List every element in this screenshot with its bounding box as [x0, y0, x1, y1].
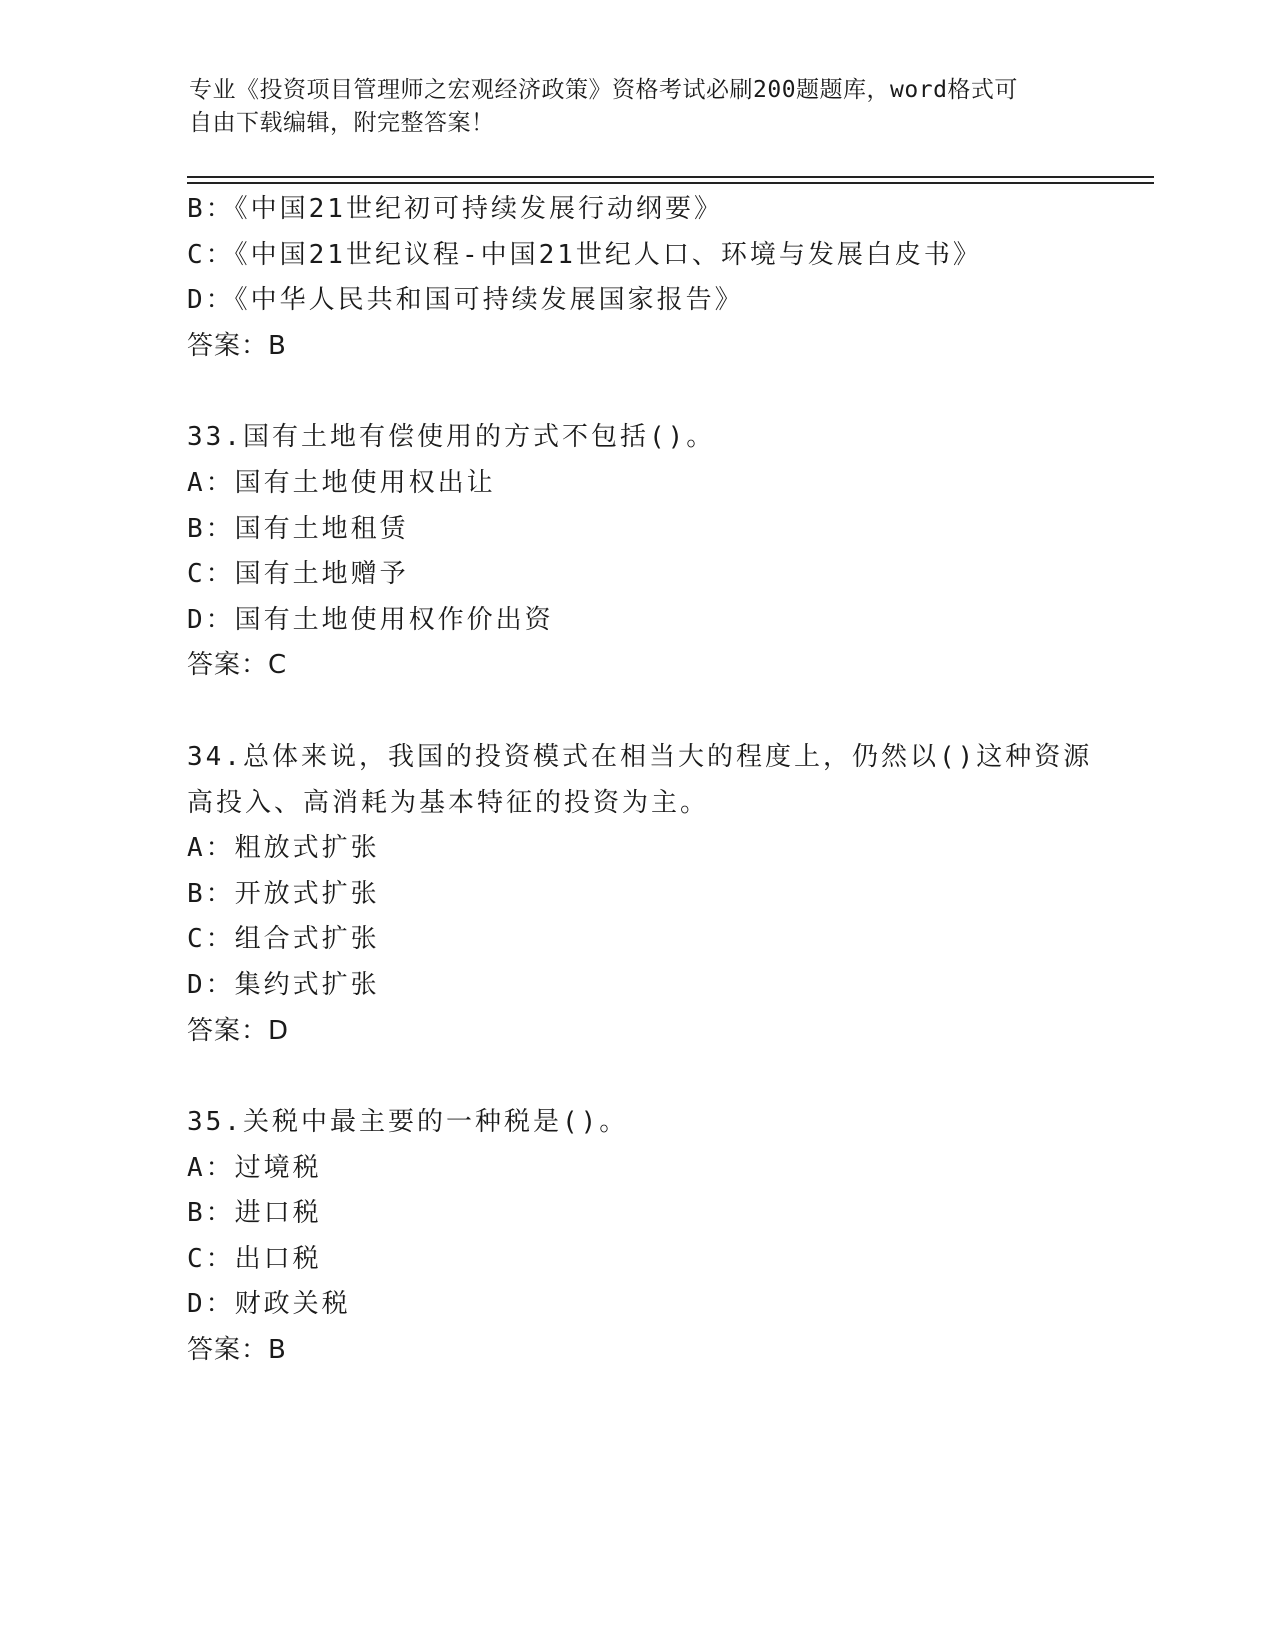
- header-title-line-1: 专业《投资项目管理师之宏观经济政策》资格考试必刷200题题库，word格式可: [189, 77, 1018, 103]
- question-text: 35.关税中最主要的一种税是()。: [187, 1107, 629, 1138]
- answer-line: 答案：D: [187, 1015, 290, 1046]
- header-title-line-2: 自由下载编辑，附完整答案！: [189, 110, 495, 136]
- option-d: D：财政关税: [187, 1289, 351, 1320]
- option-a: A：粗放式扩张: [187, 833, 380, 864]
- document-header: [189, 74, 1089, 140]
- question-text: 33.国有土地有偿使用的方式不包括()。: [187, 422, 716, 453]
- question-35: [187, 1100, 1087, 1374]
- answer-line: 答案：B: [187, 330, 287, 361]
- option-b: B：国有土地租赁: [187, 513, 409, 544]
- option-b: B：《中国21世纪初可持续发展行动纲要》: [187, 194, 723, 224]
- option-b: B：开放式扩张: [187, 878, 380, 909]
- option-d: D：《中华人民共和国可持续发展国家报告》: [187, 285, 744, 316]
- question-34: [187, 735, 1093, 1054]
- question-text-line-2: 高投入、高消耗为基本特征的投资为主。: [187, 787, 710, 818]
- option-d: D：集约式扩张: [187, 969, 380, 1000]
- option-c: C：国有土地赠予: [187, 559, 409, 590]
- option-a: A：过境税: [187, 1152, 322, 1183]
- question-list: [187, 187, 1093, 1374]
- option-b: B：进口税: [187, 1198, 322, 1229]
- question-32-continued: [187, 187, 1087, 369]
- option-c: C：《中国21世纪议程-中国21世纪人口、环境与发展白皮书》: [187, 239, 982, 270]
- option-d: D：国有土地使用权作价出资: [187, 604, 554, 635]
- question-text-line-1: 34.总体来说，我国的投资模式在相当大的程度上，仍然以()这种资源: [187, 741, 1093, 772]
- header-divider-top: [187, 176, 1154, 178]
- question-33: [187, 415, 1087, 689]
- answer-line: 答案：C: [187, 650, 288, 681]
- option-c: C：组合式扩张: [187, 924, 380, 955]
- header-divider-bottom: [187, 182, 1154, 184]
- option-a: A：国有土地使用权出让: [187, 467, 496, 498]
- answer-line: 答案：B: [187, 1335, 287, 1366]
- option-c: C：出口税: [187, 1243, 322, 1274]
